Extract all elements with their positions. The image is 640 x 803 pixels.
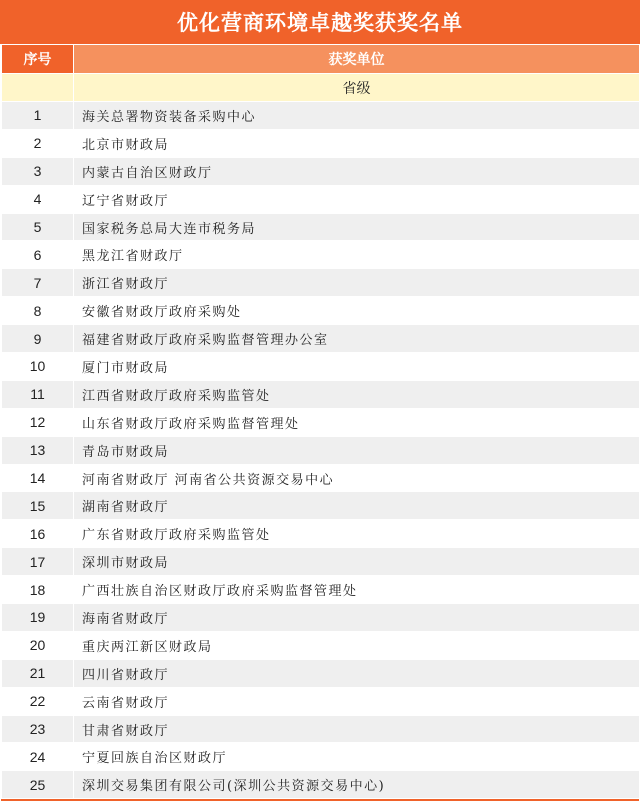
row-number: 19 (2, 604, 74, 632)
row-unit-name: 浙江省财政厅 (74, 269, 640, 297)
table-row (2, 129, 640, 157)
table-row (2, 325, 640, 353)
row-number: 4 (2, 185, 74, 213)
row-unit-name: 北京市财政局 (74, 129, 640, 157)
row-number: 25 (2, 771, 74, 799)
row-number: 8 (2, 297, 74, 325)
row-number: 17 (2, 548, 74, 576)
table-row (2, 185, 640, 213)
row-unit-name: 国家税务总局大连市税务局 (74, 213, 640, 241)
table-bottom-rule (1, 799, 639, 801)
awards-table (1, 44, 640, 799)
row-number: 14 (2, 464, 74, 492)
table-row (2, 548, 640, 576)
row-number: 1 (2, 102, 74, 130)
table-row (2, 659, 640, 687)
row-unit-name: 宁夏回族自治区财政厅 (74, 743, 640, 771)
row-unit-name: 河南省财政厅 河南省公共资源交易中心 (74, 464, 640, 492)
row-number: 21 (2, 659, 74, 687)
row-unit-name: 山东省财政厅政府采购监督管理处 (74, 408, 640, 436)
table-row (2, 715, 640, 743)
table-row (2, 520, 640, 548)
table-header-row (2, 45, 640, 74)
table-row (2, 213, 640, 241)
row-unit-name: 海南省财政厅 (74, 604, 640, 632)
table-row (2, 380, 640, 408)
table-row (2, 157, 640, 185)
row-number: 23 (2, 715, 74, 743)
row-number: 24 (2, 743, 74, 771)
table-row (2, 743, 640, 771)
row-unit-name: 云南省财政厅 (74, 687, 640, 715)
table-row (2, 492, 640, 520)
table-row (2, 604, 640, 632)
column-header-name: 获奖单位 (74, 45, 640, 74)
table-row (2, 576, 640, 604)
table-row (2, 631, 640, 659)
row-unit-name: 广西壮族自治区财政厅政府采购监督管理处 (74, 576, 640, 604)
row-unit-name: 江西省财政厅政府采购监管处 (74, 380, 640, 408)
table-row (2, 436, 640, 464)
row-number: 20 (2, 631, 74, 659)
row-number: 18 (2, 576, 74, 604)
table-row (2, 353, 640, 381)
row-number: 9 (2, 325, 74, 353)
table-row (2, 464, 640, 492)
row-unit-name: 广东省财政厅政府采购监管处 (74, 520, 640, 548)
table-row (2, 269, 640, 297)
row-unit-name: 重庆两江新区财政局 (74, 631, 640, 659)
row-number: 10 (2, 353, 74, 381)
column-header-no: 序号 (2, 45, 74, 74)
row-unit-name: 甘肃省财政厅 (74, 715, 640, 743)
section-label: 省级 (74, 74, 640, 102)
section-row-blank (2, 74, 74, 102)
row-number: 12 (2, 408, 74, 436)
row-unit-name: 福建省财政厅政府采购监督管理办公室 (74, 325, 640, 353)
row-unit-name: 厦门市财政局 (74, 353, 640, 381)
section-row (2, 74, 640, 102)
row-number: 11 (2, 380, 74, 408)
table-row (2, 102, 640, 130)
row-number: 3 (2, 157, 74, 185)
row-number: 6 (2, 241, 74, 269)
row-number: 15 (2, 492, 74, 520)
row-number: 13 (2, 436, 74, 464)
row-number: 5 (2, 213, 74, 241)
row-unit-name: 黑龙江省财政厅 (74, 241, 640, 269)
row-unit-name: 青岛市财政局 (74, 436, 640, 464)
table-row (2, 687, 640, 715)
row-number: 2 (2, 129, 74, 157)
row-number: 7 (2, 269, 74, 297)
row-unit-name: 湖南省财政厅 (74, 492, 640, 520)
table-row (2, 771, 640, 799)
row-unit-name: 内蒙古自治区财政厅 (74, 157, 640, 185)
row-unit-name: 安徽省财政厅政府采购处 (74, 297, 640, 325)
row-unit-name: 四川省财政厅 (74, 659, 640, 687)
table-row (2, 297, 640, 325)
table-row (2, 241, 640, 269)
page-title: 优化营商环境卓越奖获奖名单 (0, 0, 640, 44)
row-unit-name: 海关总署物资装备采购中心 (74, 102, 640, 130)
row-number: 22 (2, 687, 74, 715)
row-unit-name: 深圳市财政局 (74, 548, 640, 576)
table-body (2, 74, 640, 799)
table-row (2, 408, 640, 436)
row-unit-name: 辽宁省财政厅 (74, 185, 640, 213)
row-number: 16 (2, 520, 74, 548)
row-unit-name: 深圳交易集团有限公司(深圳公共资源交易中心) (74, 771, 640, 799)
